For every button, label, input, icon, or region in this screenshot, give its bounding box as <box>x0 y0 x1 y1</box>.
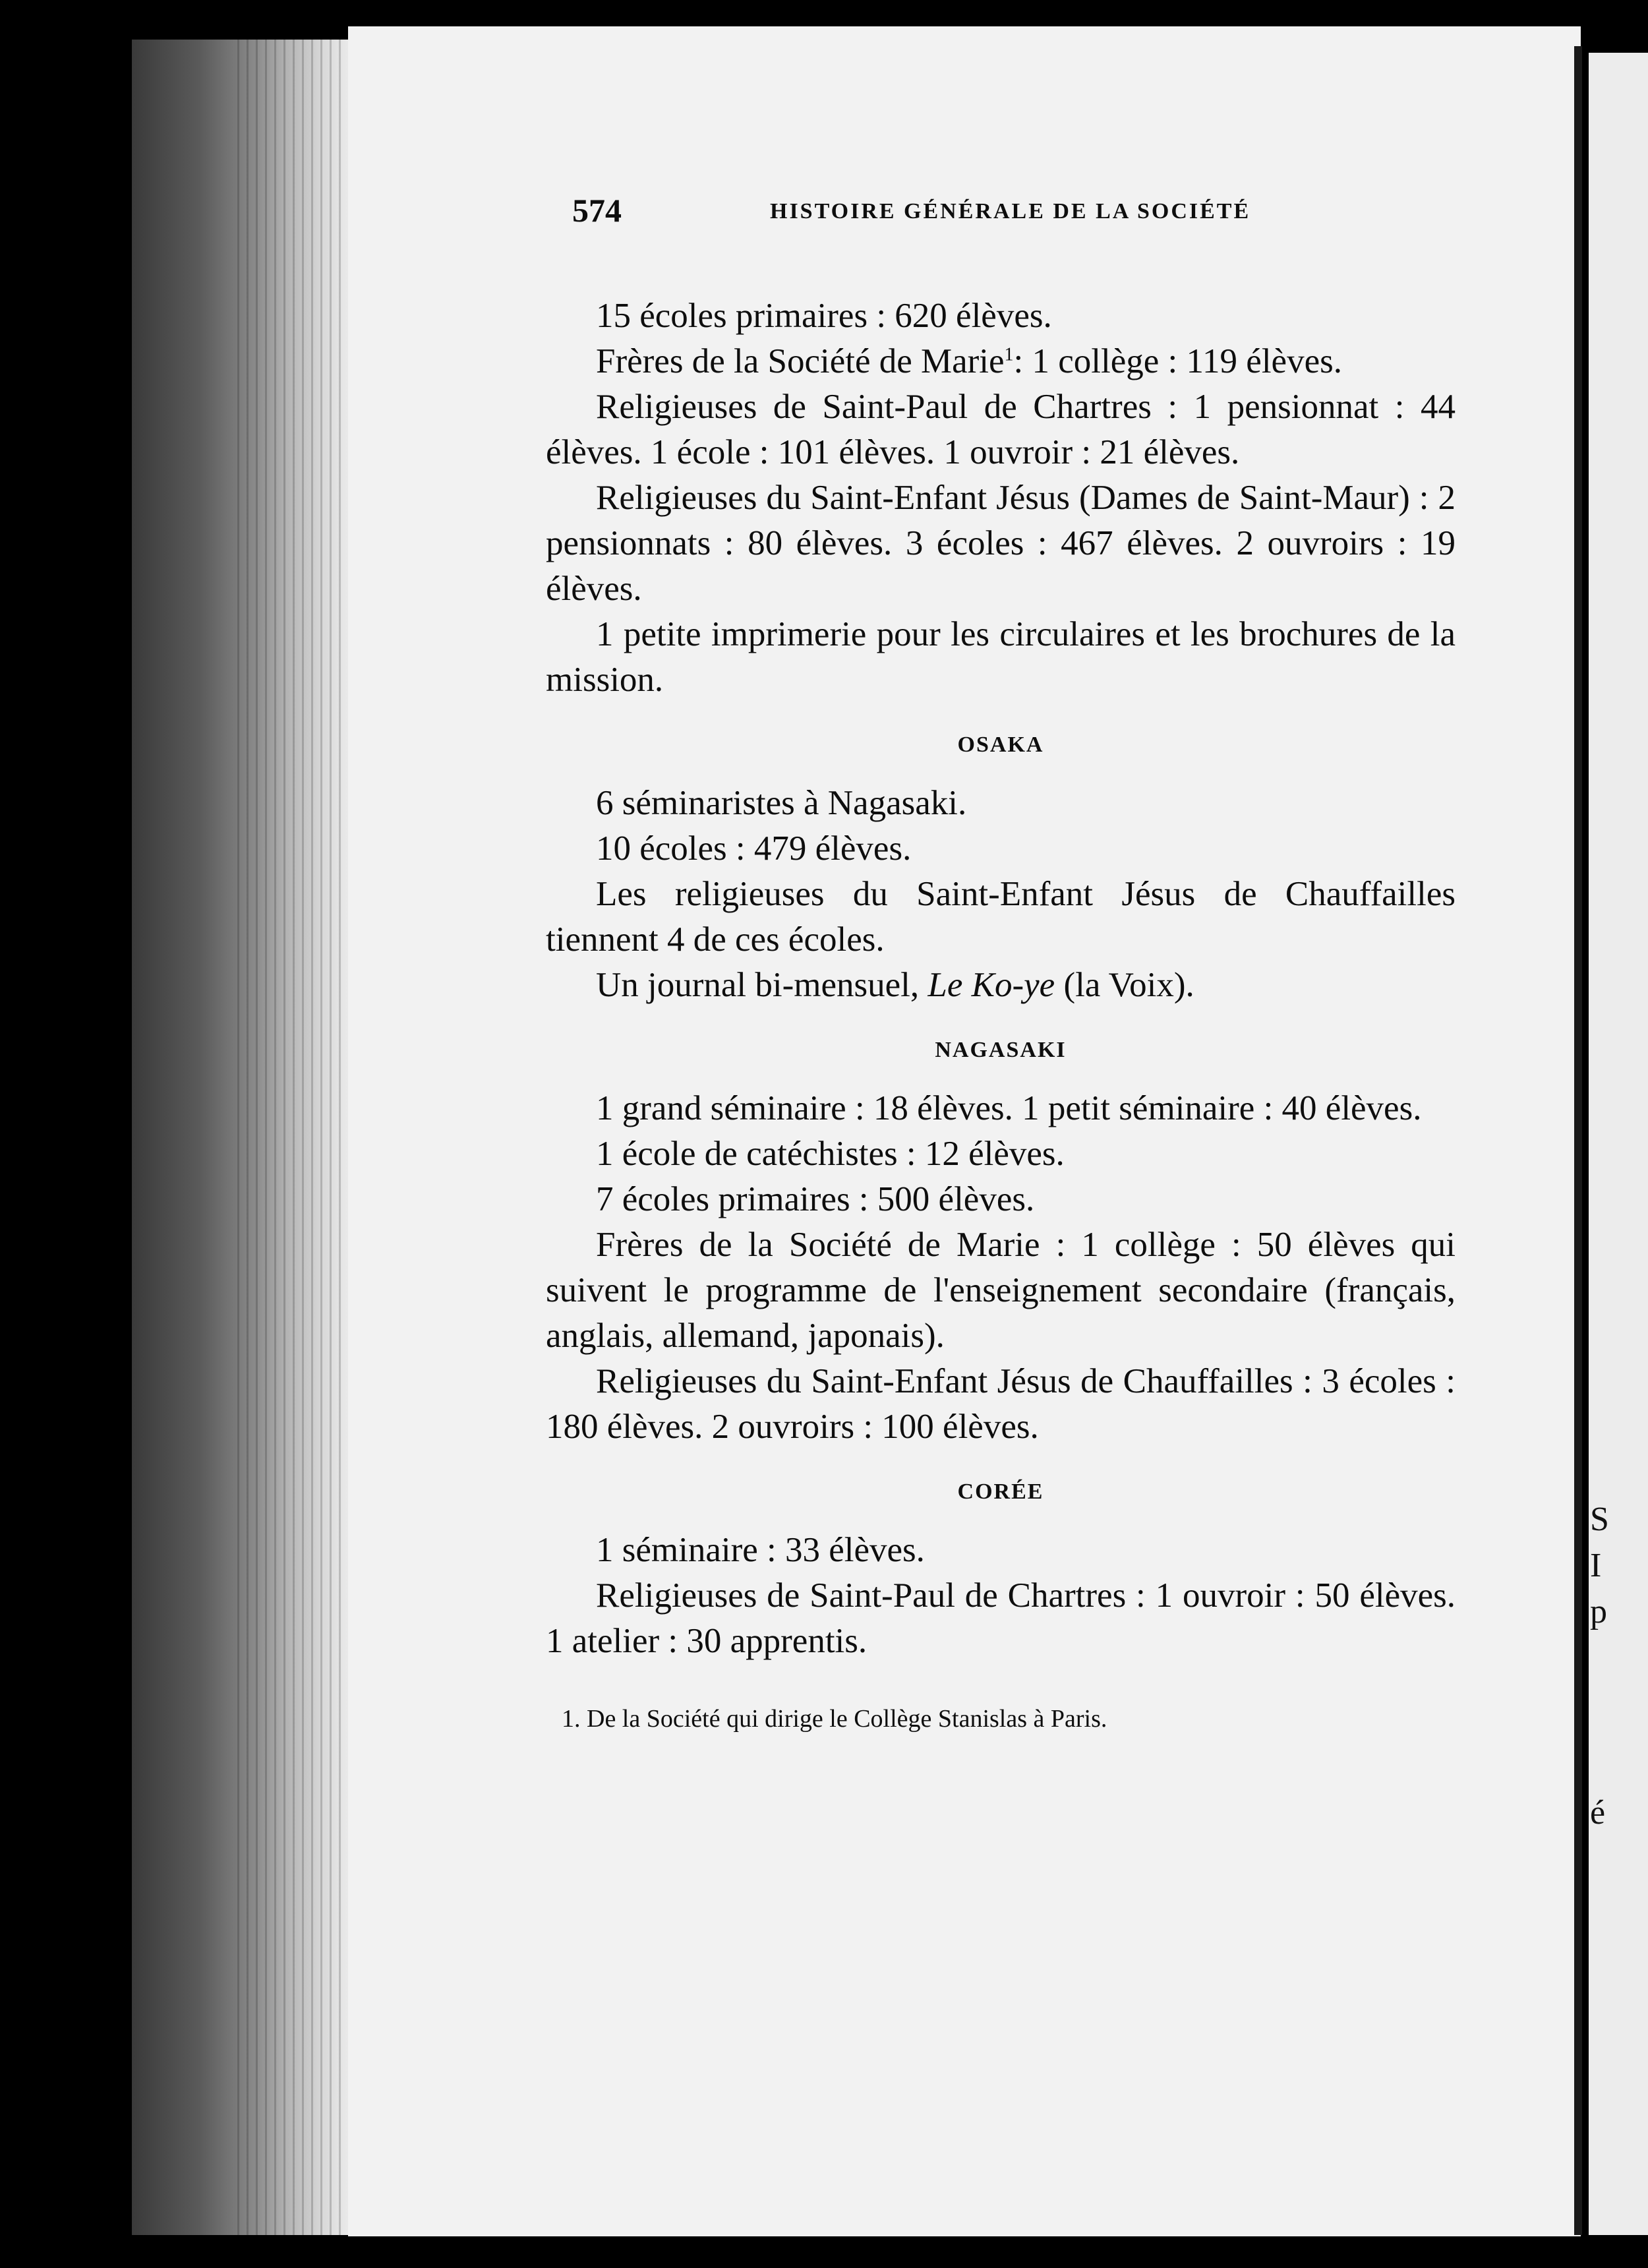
next-page-fragment: p <box>1590 1593 1607 1630</box>
paragraph-text: : 1 collège : 119 élèves. <box>1013 342 1342 380</box>
paragraph-text: Un journal bi-mensuel, <box>596 966 928 1004</box>
page-body <box>546 293 1456 1737</box>
next-page-fragment: I <box>1590 1547 1602 1584</box>
paragraph: Religieuses de Saint-Paul de Chartres : 1 ouvroir : 50 élèves. 1 atelier : 30 apprentis. <box>546 1576 1456 1660</box>
paragraph: 7 écoles primaires : 500 élèves. <box>596 1180 1035 1218</box>
paragraph <box>546 339 1456 384</box>
paragraph: Les religieuses du Saint-Enfant Jésus de Chauffailles tiennent 4 de ces écoles. <box>546 875 1456 959</box>
paragraph: 1 petite imprimerie pour les circulaires et les brochures de la mission. <box>546 615 1456 699</box>
paragraph-text: (la Voix). <box>1055 966 1194 1004</box>
next-page-fragment: S <box>1590 1501 1609 1538</box>
section-heading-coree: CORÉE <box>957 1479 1044 1504</box>
page-content <box>348 26 1581 2236</box>
next-page-fragment: é <box>1590 1794 1606 1832</box>
section-heading-nagasaki: NAGASAKI <box>935 1038 1067 1062</box>
paragraph: Frères de la Société de Marie : 1 collège : 50 élèves qui suivent le programme de l'enseignement secondaire (français, anglais, allemand, japonais). <box>546 1226 1456 1355</box>
paragraph: Religieuses du Saint-Enfant Jésus (Dames de Saint-Maur) : 2 pensionnats : 80 élèves. 3 écoles : 467 élèves. 2 ouvroirs : 19 élèves. <box>546 479 1456 608</box>
paragraph: 10 écoles : 479 élèves. <box>596 829 912 868</box>
paragraph <box>546 963 1456 1008</box>
journal-title: Le Ko-ye <box>927 966 1055 1004</box>
paragraph: 1 séminaire : 33 élèves. <box>596 1531 925 1569</box>
section-heading-osaka: OSAKA <box>957 732 1044 757</box>
paragraph-text: Frères de la Société de Marie <box>596 342 1005 380</box>
footnote-marker: 1 <box>1004 344 1014 365</box>
paragraph: 1 école de catéchistes : 12 élèves. <box>596 1135 1065 1173</box>
page-number: 574 <box>572 192 622 229</box>
next-page-edge <box>1589 53 1648 2235</box>
paragraph: 1 grand séminaire : 18 élèves. 1 petit séminaire : 40 élèves. <box>596 1089 1422 1127</box>
page-edge-lines <box>237 40 356 2235</box>
paragraph: 6 séminaristes à Nagasaki. <box>596 784 967 822</box>
running-title: HISTOIRE GÉNÉRALE DE LA SOCIÉTÉ <box>770 199 1251 224</box>
paragraph: 15 écoles primaires : 620 élèves. <box>596 297 1052 335</box>
paragraph: Religieuses du Saint-Enfant Jésus de Chauffailles : 3 écoles : 180 élèves. 2 ouvroirs : 100 élèves. <box>546 1362 1456 1446</box>
footnote: 1. De la Société qui dirige le Collège Stanislas à Paris. <box>562 1705 1107 1733</box>
paragraph: Religieuses de Saint-Paul de Chartres : 1 pensionnat : 44 élèves. 1 école : 101 élèves. 1 ouvroir : 21 élèves. <box>546 388 1456 471</box>
